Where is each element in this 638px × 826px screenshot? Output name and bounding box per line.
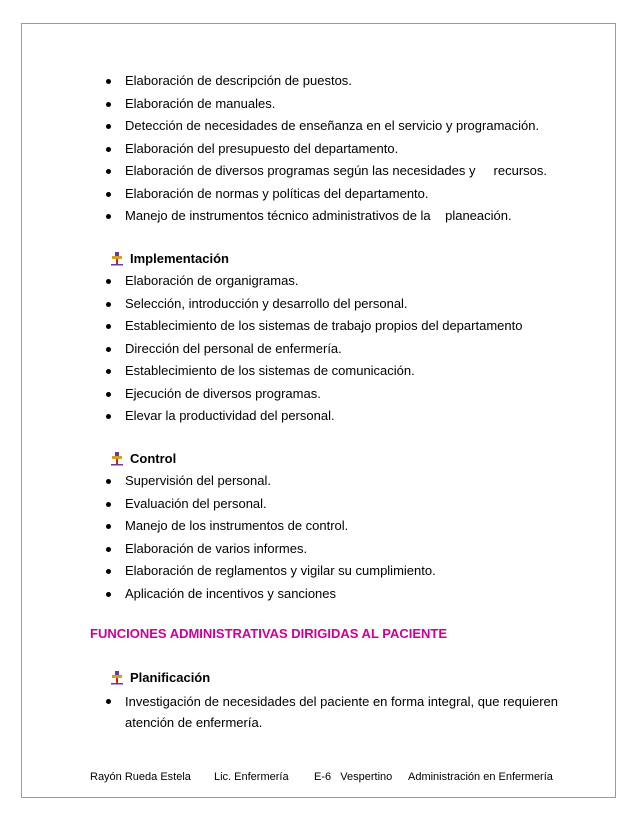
list-item [0,691,638,733]
list-item-text: Aplicación de incentivos y sanciones [125,585,337,601]
footer-group: E-6 Vespertino [314,771,393,783]
list-item-text: Supervisión del personal. [125,473,271,488]
section-control [0,448,638,605]
list-item-text: Elaboración de descripción de puestos. [125,73,352,88]
list-item [0,138,638,161]
list-item-text: Establecimiento de los sistemas de comunicación. [125,363,415,378]
section-title [0,448,638,470]
bullet-icon [106,414,111,419]
list-item-text: Elaboración de reglamentos y vigilar su cumplimiento. [125,563,436,578]
bullet-icon [106,524,111,529]
control-title: Control [130,451,177,466]
list-item-text: Detección de necesidades de enseñanza en el servicio y programación. [125,118,540,133]
list-item [0,70,638,93]
bullet-icon [106,147,111,152]
footer-career: Lic. Enfermería [214,771,289,783]
pushpin-icon [110,452,124,466]
list-item [0,270,638,293]
list-item [0,160,638,183]
bullet-icon [106,699,111,704]
section-title [0,248,638,270]
footer-subject: Administración en Enfermería [408,771,553,783]
list-item-text: Elaboración de normas y políticas del departamento. [125,185,429,201]
list-item-text: Establecimiento de los sistemas de trabajo propios del departamento [125,318,523,333]
list-item-text: Elaboración de diversos programas según las necesidades y recursos. [125,163,547,178]
bullet-icon [106,479,111,484]
list-item [0,93,638,116]
list-item [0,515,638,538]
bullet-icon [106,569,111,574]
footer-author: Rayón Rueda Estela [90,771,191,783]
list-item [0,205,638,228]
bullet-icon [106,592,111,597]
implementacion-title: Implementación [130,251,229,266]
bullet-icon [106,347,111,352]
section-implementacion [0,248,638,428]
list-item [0,315,638,338]
bullet-icon [106,324,111,329]
bullet-icon [106,302,111,307]
list-item [0,560,638,583]
bullet-icon [106,279,111,284]
list-item-text: Selección, introducción y desarrollo del personal. [125,295,408,311]
list-item [0,493,638,516]
list-item-text: Elaboración de organigramas. [125,273,299,288]
bullet-icon [106,547,111,552]
list-item-text: Dirección del personal de enfermería. [125,340,342,356]
section-planificacion [0,667,638,733]
list-item [0,538,638,561]
heading-funciones-paciente: FUNCIONES ADMINISTRATIVAS DIRIGIDAS AL PACIENTE [90,626,448,641]
bullet-icon [106,169,111,174]
bullet-icon [106,192,111,197]
bullet-icon [106,102,111,107]
planificacion-title: Planificación [130,670,211,685]
list-item [0,360,638,383]
list-item-text: Elaboración de varios informes. [125,540,308,556]
list-item-text: Elevar la productividad del personal. [125,408,335,423]
list-item [0,405,638,428]
implementacion-list [0,270,638,428]
control-list [0,470,638,605]
list-item-text: Elaboración del presupuesto del departamento. [125,140,399,156]
list-item-text: Elaboración de manuales. [125,95,276,111]
bullet-icon [106,392,111,397]
list-item-text: Investigación de necesidades del paciente en forma integral, que requieren atención de enfermería. [125,694,558,730]
list-item-text: Manejo de instrumentos técnico administrativos de la planeación. [125,208,512,223]
pushpin-icon [110,671,124,685]
list-item [0,183,638,206]
bullet-icon [106,502,111,507]
list-item [0,383,638,406]
bullet-icon [106,124,111,129]
list-item-text: Manejo de los instrumentos de control. [125,518,349,533]
bullet-icon [106,214,111,219]
list-item [0,470,638,493]
list-item [0,293,638,316]
section-title [0,667,638,689]
pushpin-icon [110,252,124,266]
list-item [0,338,638,361]
list-item-text: Ejecución de diversos programas. [125,385,321,401]
bullet-icon [106,79,111,84]
list-item [0,583,638,606]
list-item-text: Evaluación del personal. [125,495,267,511]
list-item [0,115,638,138]
bullet-icon [106,369,111,374]
objectives-list [0,70,638,228]
